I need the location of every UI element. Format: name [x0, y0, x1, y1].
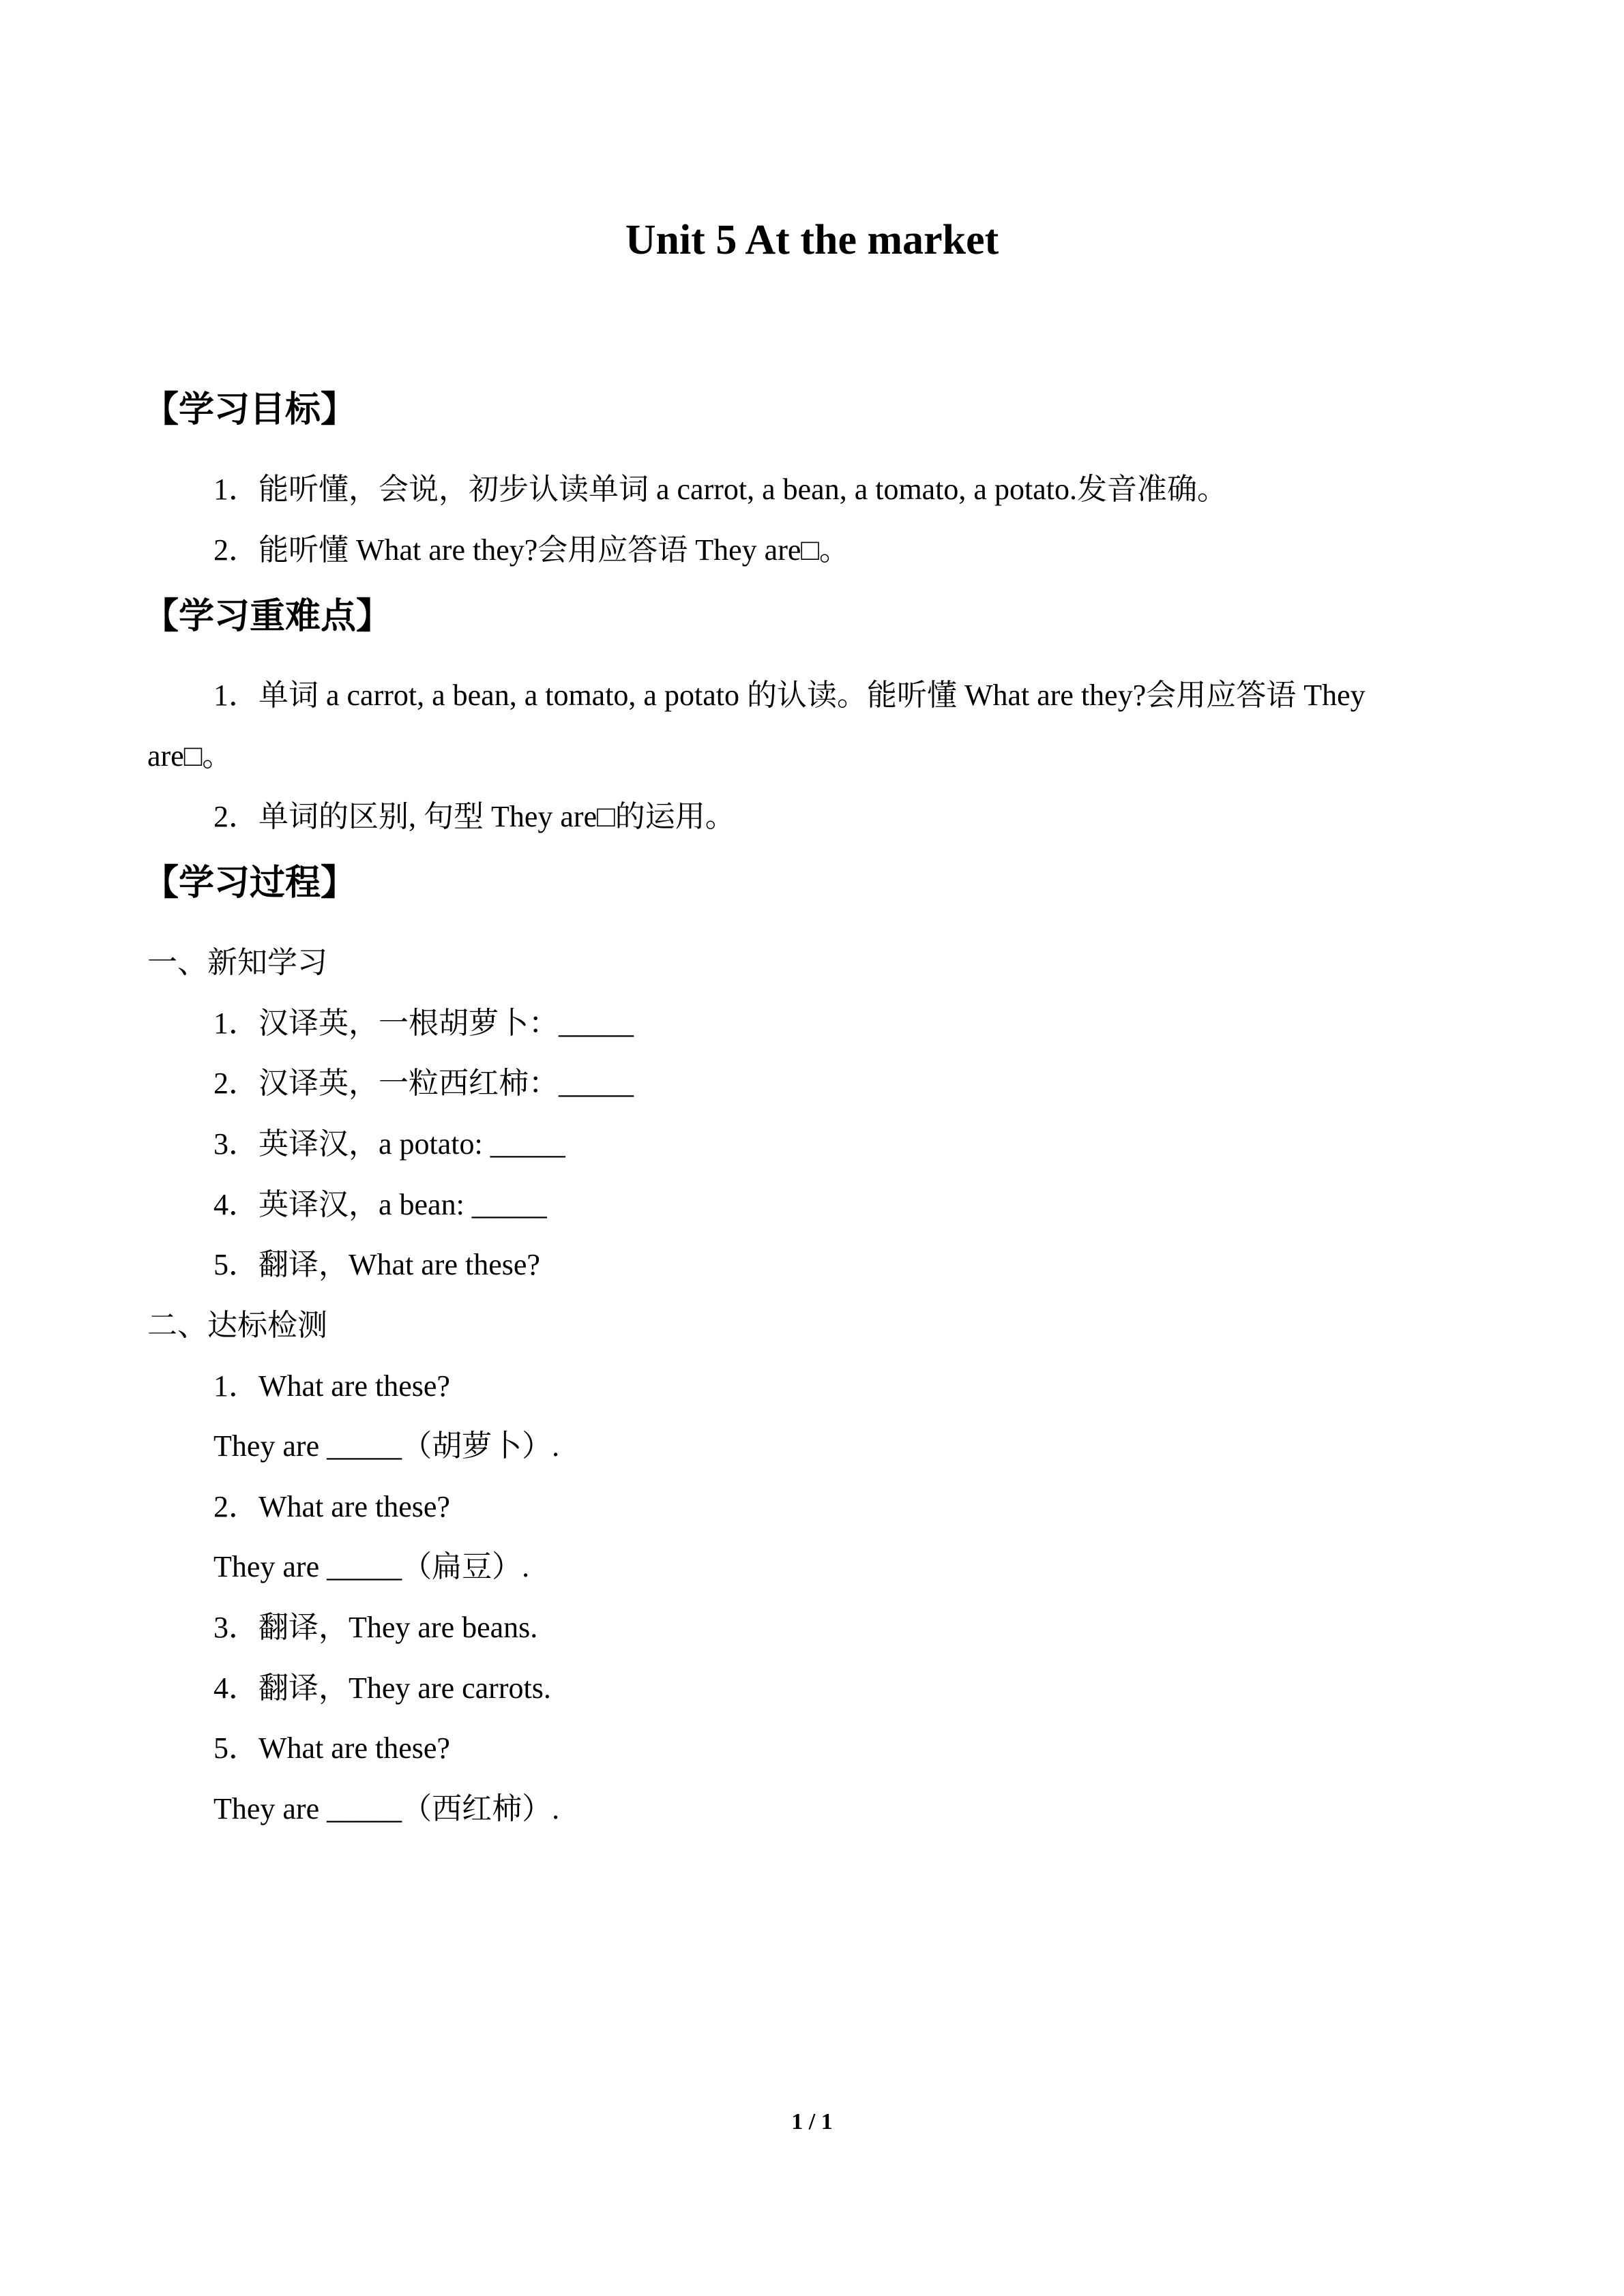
objective-item-2: 2．能听懂 What are they?会用应答语 They are□。 [213, 533, 849, 567]
page-title: Unit 5 At the market [625, 217, 999, 263]
part-2-item-1: 1．What are these? [213, 1369, 450, 1403]
part-1-item-2: 2．汉译英，一粒西红柿：_____ [213, 1067, 634, 1100]
part-1-item-4: 4．英译汉，a bean: _____ [213, 1188, 547, 1221]
part-2-answer-2: They are _____（扁豆）. [213, 1550, 530, 1583]
key-point-item-1-line-2: are□。 [147, 739, 233, 773]
page-number: 1 / 1 [791, 2109, 833, 2134]
part-2-answer-5: They are _____（西红柿）. [213, 1792, 560, 1825]
part-2-label: 二、达标检测 [147, 1309, 327, 1342]
part-2-item-4: 4．翻译，They are carrots. [213, 1671, 551, 1705]
part-1-item-1: 1．汉译英，一根胡萝卜：_____ [213, 1007, 634, 1040]
part-2-item-3: 3．翻译，They are beans. [213, 1611, 538, 1644]
process-heading: 【学习过程】 [143, 863, 357, 904]
part-2-answer-1: They are _____（胡萝卜）. [213, 1429, 560, 1463]
key-point-item-1-line-1: 1．单词 a carrot, a bean, a tomato, a potato 的认读。能听懂 What are they?会用应答语 They [213, 679, 1365, 712]
objectives-heading: 【学习目标】 [143, 389, 357, 430]
key-points-heading: 【学习重难点】 [143, 596, 392, 637]
part-1-item-3: 3．英译汉，a potato: _____ [213, 1127, 565, 1161]
part-1-item-5: 5．翻译，What are these? [213, 1248, 540, 1281]
objective-item-1: 1．能听懂，会说，初步认读单词 a carrot, a bean, a tomato, a potato.发音准确。 [213, 473, 1227, 506]
part-1-label: 一、新知学习 [147, 946, 327, 979]
part-2-item-2: 2．What are these? [213, 1490, 450, 1523]
key-point-item-2: 2．单词的区别, 句型 They are□的运用。 [213, 800, 735, 833]
part-2-item-5: 5．What are these? [213, 1731, 450, 1765]
